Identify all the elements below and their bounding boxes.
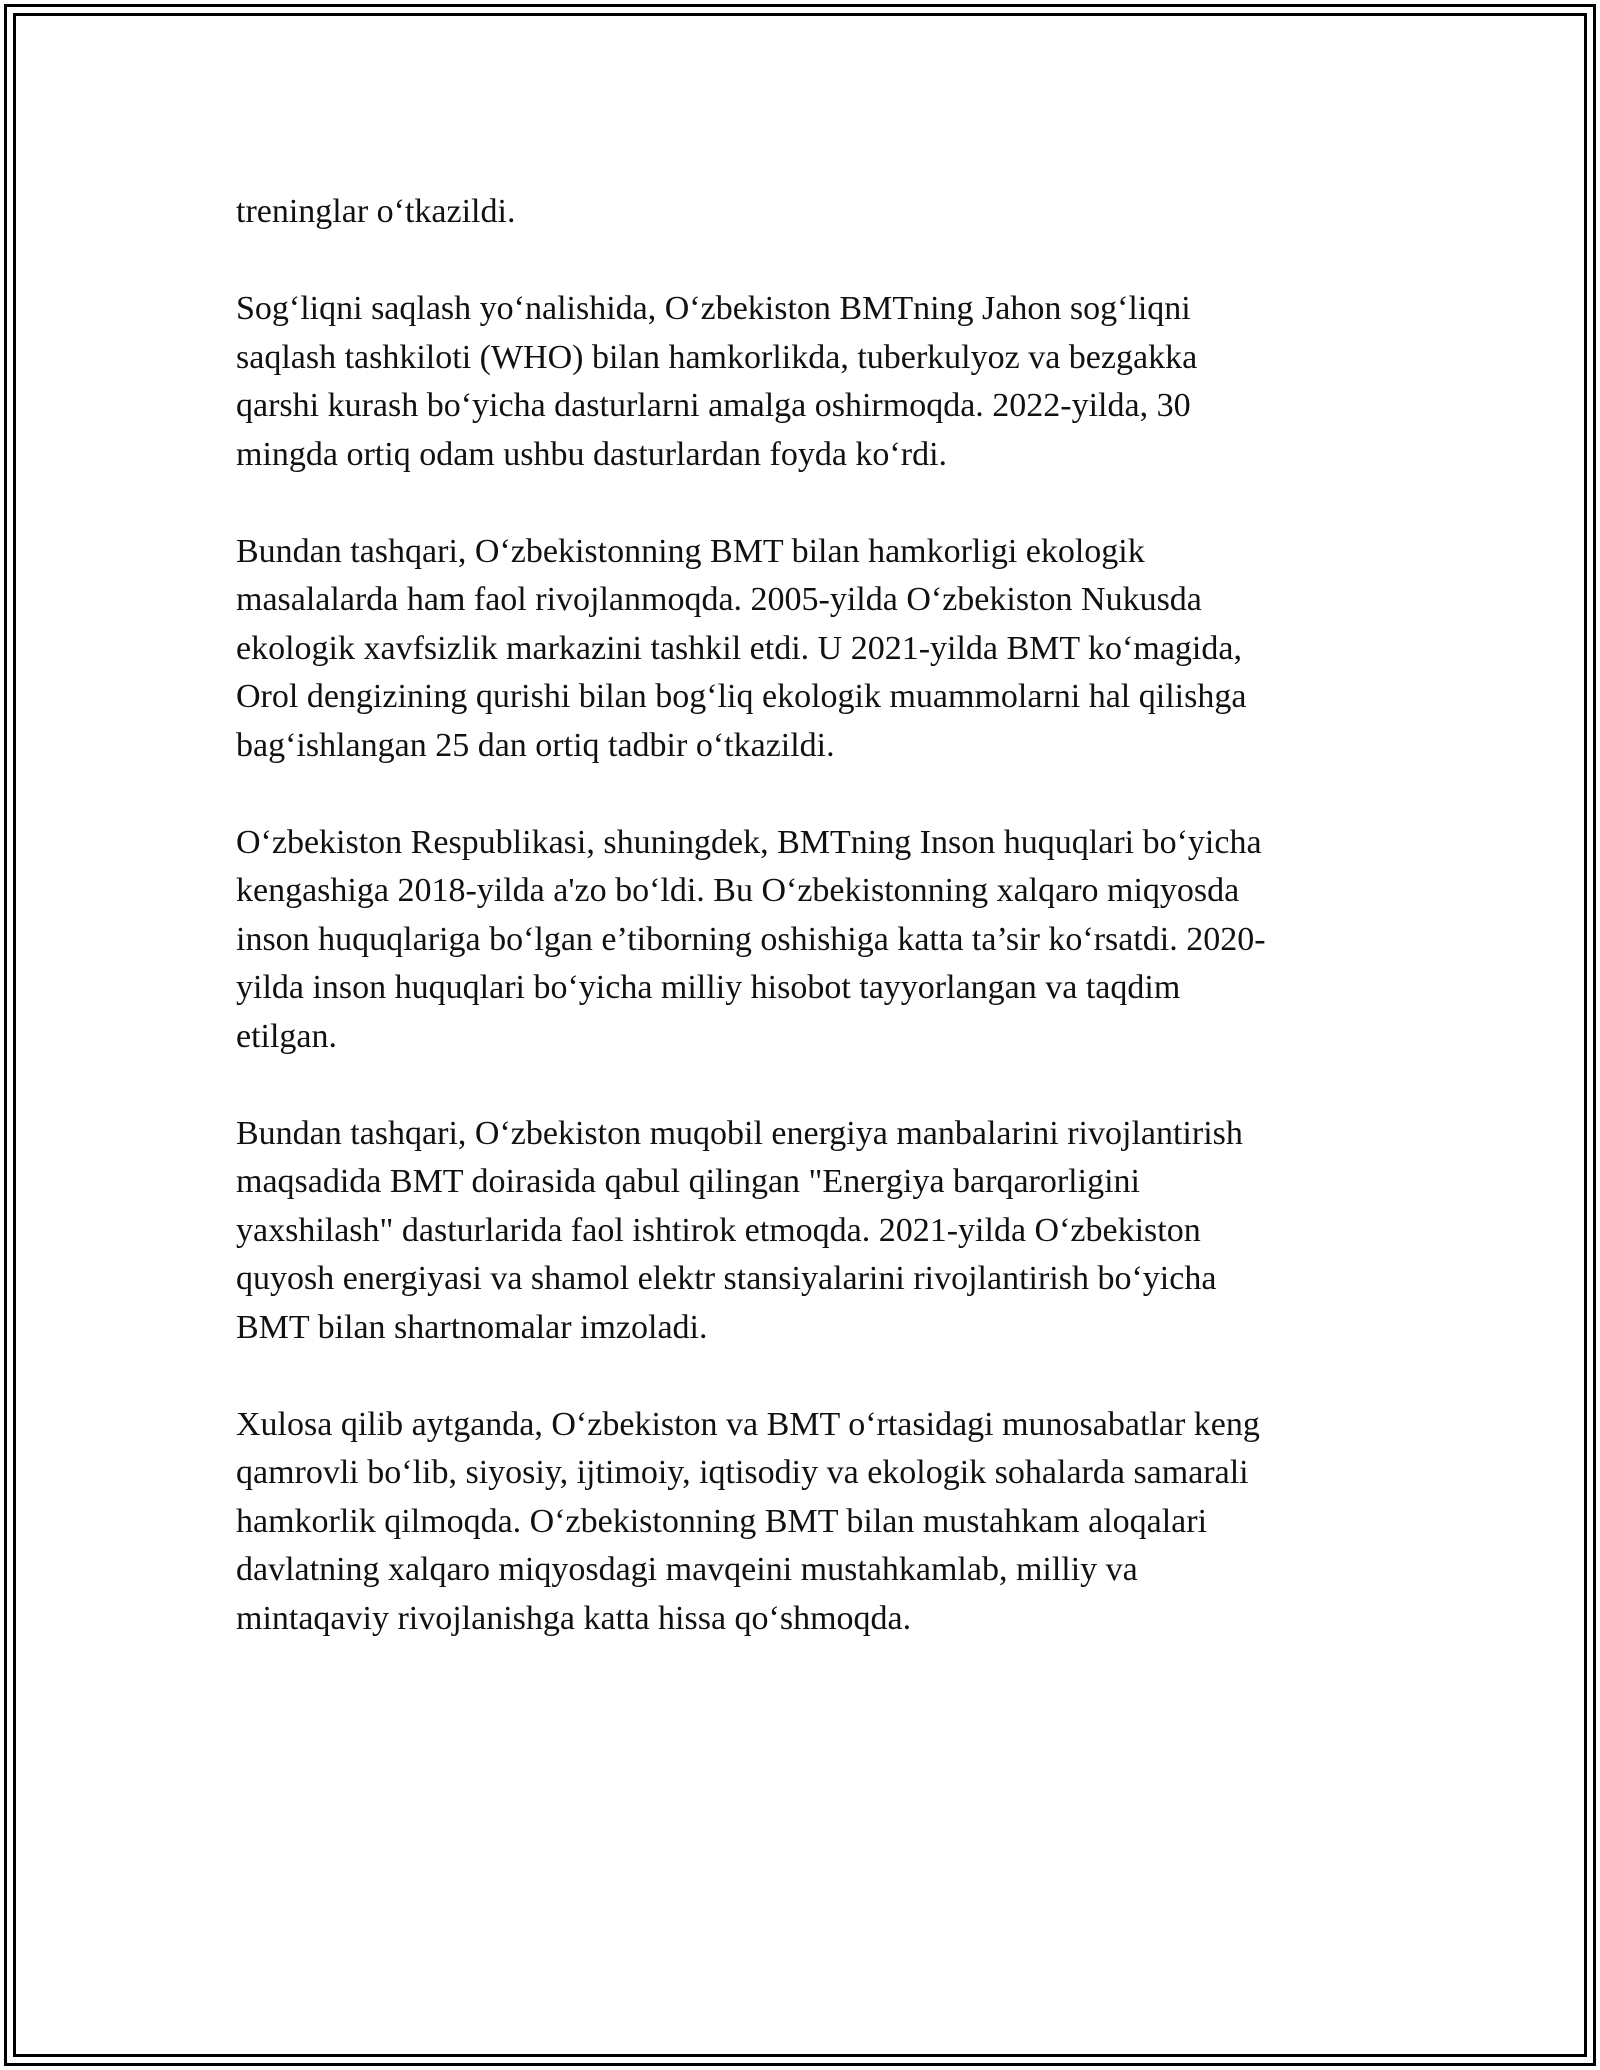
paragraph-conclusion: Xulosa qilib aytganda, O‘zbekiston va BMT o‘rtasidagi munosabatlar keng qamrovli bo‘lib, siyosiy, ijtimoiy, iqtisodiy va ekologik sohalarda samarali hamkorlik qilmoqda. O‘zbekistonning BMT bilan mustahkam aloqalari davlatning xalqaro miqyosdagi mavqeini mustahkamlab, milliy va mintaqaviy rivojlanishga katta hissa qo‘shmoqda. [236,1405,1260,1637]
paragraph-ecology: Bundan tashqari, O‘zbekistonning BMT bilan hamkorligi ekologik masalalarda ham faol rivojlanmoqda. 2005-yilda O‘zbekiston Nukusda ekologik xavfsizlik markazini tashkil etdi. U 2021-yilda BMT ko‘magida, Orol dengizining qurishi bilan bog‘liq ekologik muammolarni hal qilishga bag‘ishlangan 25 dan ortiq tadbir o‘tkazildi. [236,532,1247,764]
paragraph-continuation: treninglar o‘tkazildi. [236,193,516,230]
paragraph-human-rights: O‘zbekiston Respublikasi, shuningdek, BMTning Inson huquqlari bo‘yicha kengashiga 2018-yilda a'zo bo‘ldi. Bu O‘zbekistonning xalqaro miqyosda inson huquqlariga bo‘lgan e’tiborning oshishiga katta ta’sir ko‘rsatdi. 2020- yilda inson huquqlari bo‘yicha milliy hisobot tayyorlangan va taqdim etilgan. [236,823,1266,1055]
document-body [236,188,1366,1692]
paragraph-energy: Bundan tashqari, O‘zbekiston muqobil energiya manbalarini rivojlantirish maqsadida BMT doirasida qabul qilingan "Energiya barqarorligini yaxshilash" dasturlarida faol ishtirok etmoqda. 2021-yilda O‘zbekiston quyosh energiyasi va shamol elektr stansiyalarini rivojlantirish bo‘yicha BMT bilan shartnomalar imzoladi. [236,1114,1243,1346]
paragraph-health: Sog‘liqni saqlash yo‘nalishida, O‘zbekiston BMTning Jahon sog‘liqni saqlash tashkiloti (WHO) bilan hamkorlikda, tuberkulyoz va bezgakka qarshi kurash bo‘yicha dasturlarni amalga oshirmoqda. 2022-yilda, 30 mingda ortiq odam ushbu dasturlardan foyda ko‘rdi. [236,290,1198,473]
